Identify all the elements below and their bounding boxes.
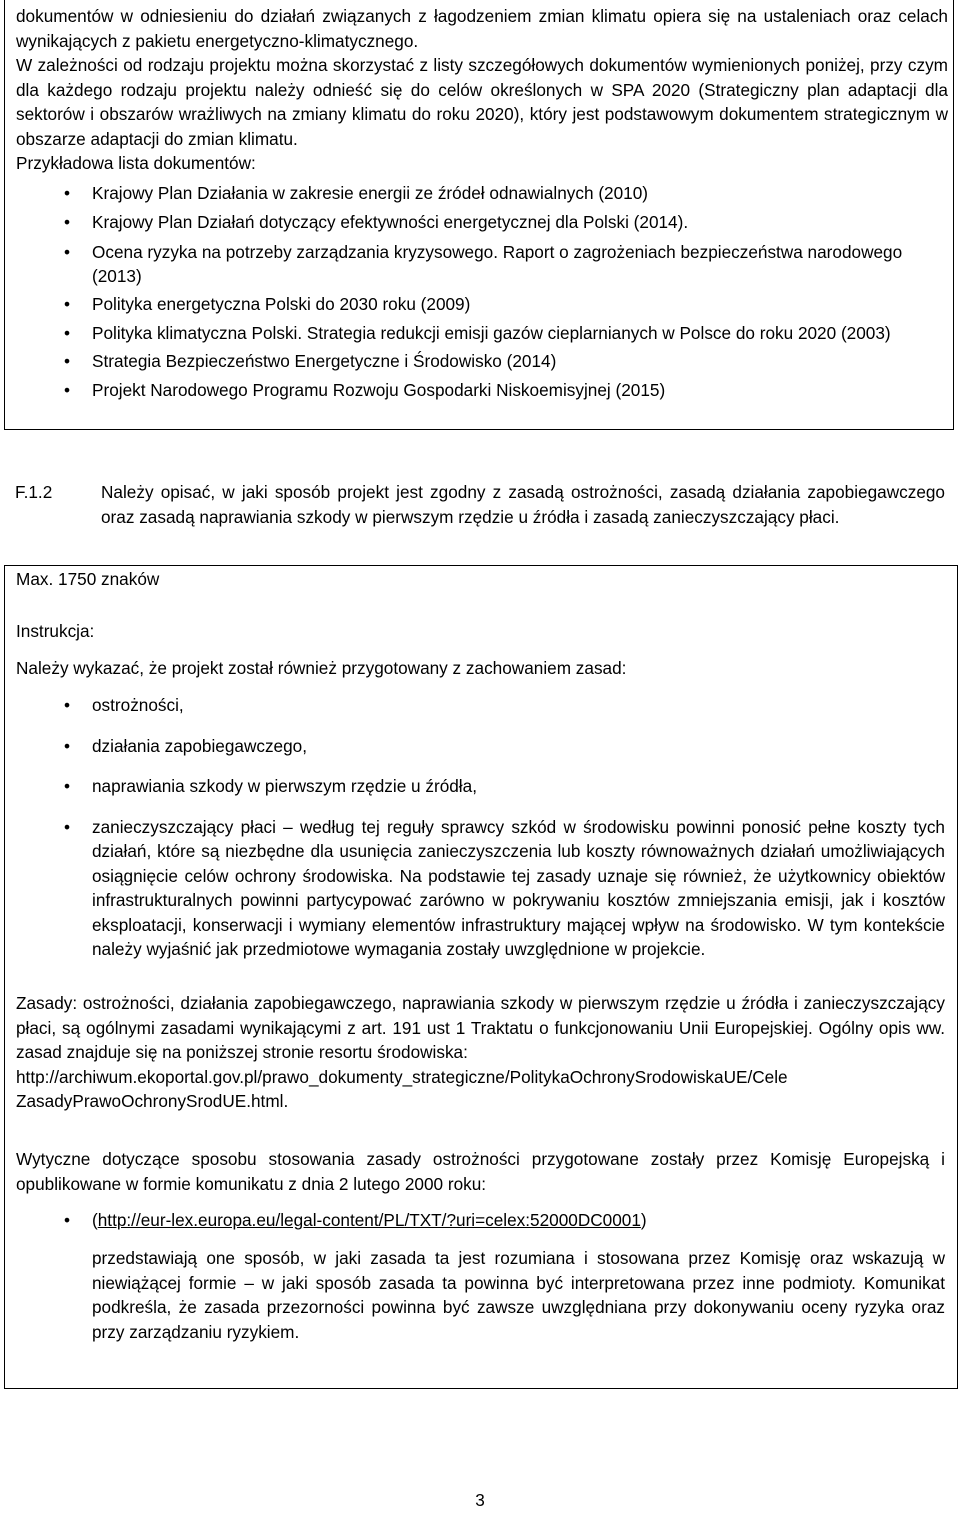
bullet-icon: • [64,182,71,203]
principles-list [16,693,945,978]
ministry-url[interactable]: http://archiwum.ekoportal.gov.pl/prawo_dokumenty_strategiczne/PolitykaOchronySrodowiskaUE/Cele [16,1066,788,1087]
list-item: • naprawiania szkody w pierwszym rzędzie u źródła, [16,774,945,799]
guidelines-paragraph: Wytyczne dotyczące sposobu stosowania zasady ostrożności przygotowane zostały przez Komisję Europejską i opublikowane w formie komunikatu z dnia 2 lutego 2000 roku: [16,1149,945,1194]
list-item: • zanieczyszczający płaci – według tej reguły sprawcy szkód w środowisku powinni ponosić pełne koszty tych działań, które są niezbędne dla usunięcia zanieczyszczenia lub koszty równoważnych działań umożliwiających osiągnięcie celów ochrony środowiska. Na podstawie tej zasady uznaje się również, że użytkownicy obiektów infrastrukturalnych powinni partycypować zarówno w pokrywaniu kosztów zmniejszania emisji, jak i kosztów eksploatacji, konserwacji i wymiany elementów infrastruktury mającej wpływ na środowisko. W tym kontekście należy wyjaśnić jak przedmiotowe wymagania zostały uwzględnione w projekcie. [64,816,945,959]
list-item: • Polityka klimatyczna Polski. Strategia redukcji emisji gazów cieplarnianych w Polsce do roku 2020 (2003) [16,321,948,346]
ministry-url-continued[interactable]: ZasadyPrawoOchronySrodUE.html. [16,1091,289,1111]
document-list-heading: Przykładowa lista dokumentów: [16,153,256,173]
bullet-icon: • [64,816,71,837]
list-item: • Krajowy Plan Działań dotyczący efektywności energetycznej dla Polski (2014). [16,210,948,235]
list-item: • Polityka energetyczna Polski do 2030 roku (2009) [16,292,948,317]
principles-legal-basis [16,991,945,1114]
page-number: 3 [475,1490,485,1510]
eur-lex-link[interactable]: http://eur-lex.europa.eu/legal-content/PL/TXT/?uri=celex:52000DC0001 [97,1210,641,1230]
answer-box [4,565,958,1389]
bullet-icon: • [64,323,71,343]
list-item: • Krajowy Plan Działania w zakresie energii ze źródeł odnawialnych (2010) [16,181,948,206]
list-item: • Projekt Narodowego Programu Rozwoju Gospodarki Niskoemisyjnej (2015) [16,378,948,403]
list-item: • Ocena ryzyka na potrzeby zarządzania kryzysowego. Raport o zagrożeniach bezpieczeństwa narodowego (2013) [64,241,903,286]
climate-package-paragraph: dokumentów w odniesieniu do działań związanych z łagodzeniem zmian klimatu opiera się na ustaleniach oraz celach wynikających z pakietu energetyczno-klimatycznego. [16,6,948,51]
bullet-icon: • [64,380,71,400]
document-list [16,181,948,403]
list-item: • działania zapobiegawczego, [16,734,945,759]
bullet-icon: • [64,350,71,371]
bullet-icon: • [64,1210,71,1230]
bullet-icon: • [64,695,71,715]
list-item: • (http://eur-lex.europa.eu/legal-content/PL/TXT/?uri=celex:52000DC0001) [16,1208,945,1233]
bullet-icon: • [64,212,71,232]
instruction-intro: Należy wykazać, że projekt został również przygotowany z zachowaniem zasad: [16,658,627,678]
bullet-icon: • [64,735,71,756]
list-item: • Strategia Bezpieczeństwo Energetyczne i Środowisko (2014) [16,349,948,374]
instruction-label: Instrukcja: [16,621,95,641]
commission-list [16,1208,945,1233]
max-chars-label: Max. 1750 znaków [16,569,160,589]
bullet-icon: • [64,293,71,314]
bullet-icon: • [64,241,71,262]
section-question: Należy opisać, w jaki sposób projekt jest zgodny z zasadą ostrożności, zasadą działania zapobiegawczego oraz zasadą naprawiania szkody w pierwszym rzędzie u źródła i zasadą zanieczyszczający płaci. [101,482,945,527]
spa-2020-paragraph: W zależności od rodzaju projektu można skorzystać z listy szczegółowych dokumentów wymienionych poniżej, przy czym dla każdego rodzaju projektu należy odnieść się do celów określonych w SPA 2020 (Strategiczny plan adaptacji dla sektorów i obszarów wrażliwych na zmiany klimatu do roku 2020), który jest podstawowym dokumentem strategicznym w obszarze adaptacji do zmian klimatu. [16,55,948,149]
section-code: F.1.2 [15,482,53,502]
bullet-icon: • [64,776,71,796]
list-item: • ostrożności, [16,693,945,718]
document-list-box [4,0,954,430]
document-list-content [16,4,948,408]
zasady-paragraph: Zasady: ostrożności, działania zapobiegawczego, naprawiania szkody w pierwszym rzędzie u źródła i zanieczyszczający płaci, są ogólnymi zasadami wynikającymi z art. 191 ust 1 Traktatu o funkcjonowaniu Unii Europejskiej. Ogólny opis ww. zasad znajduje się na poniższej stronie resortu środowiska: [16,993,945,1062]
commission-description: przedstawiają one sposób, w jaki zasada ta jest rozumiana i stosowana przez Komisję oraz wskazują w niewiążącej formie – w jaki sposób zasada ta powinna być interpretowana przez inne podmioty. Komunikat podkreśla, że zasada przezorności powinna być zawsze uwzględniana przy dokonywaniu oceny ryzyka oraz przy zarządzaniu ryzykiem. [92,1248,945,1342]
